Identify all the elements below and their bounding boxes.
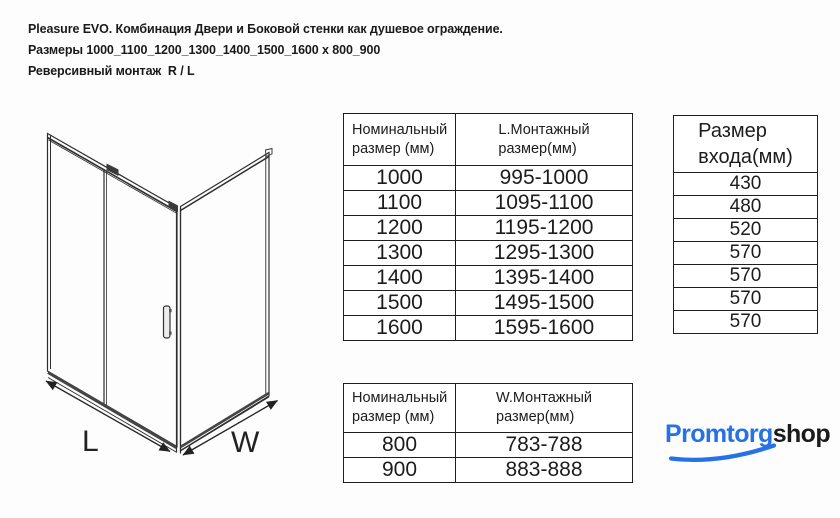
table-cell-entry: 570 [674,265,818,288]
table-cell-nominal: 1600 [344,316,456,341]
table-row [674,311,818,334]
table-cell-mounting: 995-1000 [456,166,633,191]
table-cell-mounting: 1195-1200 [456,216,633,241]
table-cell-entry: 480 [674,196,818,219]
table-cell-mounting: 1095-1100 [456,191,633,216]
table-cell-nominal: 1100 [344,191,456,216]
bottom-rail-thick [48,373,177,449]
table-cell-mounting: 1595-1600 [456,316,633,341]
handle-mount-top [169,309,172,312]
col-header-w-mounting-size: W.Монтажный размер(мм) [456,384,633,433]
table-row [674,242,818,265]
table-row [344,458,633,483]
logo-swoosh [665,442,785,464]
col-header-nominal-size: Номинальный размер (мм) [344,114,456,166]
logo-promtorg: Promtorg [665,420,773,448]
table-cell-nominal: 1500 [344,291,456,316]
col-header-l-mounting-size: L.Монтажный размер(мм) [456,114,633,166]
top-rail-line-2 [49,140,177,213]
table-cell-entry: 430 [674,173,818,196]
table-cell-mounting: 1395-1400 [456,266,633,291]
table-cell-entry: 520 [674,219,818,242]
title-line-1: Pleasure EVO. Комбинация Двери и Боковой стенки как душевое ограждение. [28,22,503,36]
table-row [344,291,633,316]
table-header-row [674,116,818,173]
table-row [344,266,633,291]
width-label: W [231,426,260,459]
table-cell-mounting: 1495-1500 [456,291,633,316]
table-row [344,166,633,191]
side-wall-top-profile [181,157,270,211]
table-header-row [344,114,633,166]
shower-enclosure-drawing [20,105,310,477]
table-row [344,433,633,458]
table-cell-entry: 570 [674,242,818,265]
title-block [28,19,503,82]
side-wall-outline [181,153,270,451]
logo-shop: shop [772,420,831,448]
col-header-nominal-size: Номинальный размер (мм) [344,384,456,433]
col-header-entry-size: Размер входа(мм) [674,116,818,173]
top-rail-line-1 [48,138,178,212]
entry-size-table [673,115,818,334]
table-cell-entry: 570 [674,288,818,311]
table-row [344,316,633,341]
length-label: L [82,425,99,458]
table-cell-mounting: 883-888 [456,458,633,483]
table-row [674,219,818,242]
front-panel-outline [48,134,178,447]
title-line-2: Размеры 1000_1100_1200_1300_1400_1500_1600 x 800_900 [28,43,381,57]
bottom-rail-thin [48,378,177,453]
table-row [674,288,818,311]
table-row [674,265,818,288]
table-header-row [344,384,633,433]
table-row [344,191,633,216]
table-cell-nominal: 800 [344,433,456,458]
table-cell-mounting: 783-788 [456,433,633,458]
l-mounting-table [343,113,633,341]
table-row [674,196,818,219]
table-cell-nominal: 1200 [344,216,456,241]
table-cell-mounting: 1295-1300 [456,241,633,266]
table-row [674,173,818,196]
table-cell-nominal: 1300 [344,241,456,266]
title-line-3: Реверсивный монтаж R / L [28,64,195,78]
swoosh-stroke [671,446,774,460]
table-row [344,241,633,266]
table-cell-nominal: 1400 [344,266,456,291]
table-cell-nominal: 900 [344,458,456,483]
length-dimension-arrow [46,381,170,452]
table-cell-entry: 570 [674,311,818,334]
w-mounting-table [343,383,633,483]
table-cell-nominal: 1000 [344,166,456,191]
handle-mount-bottom [169,332,172,335]
table-row [344,216,633,241]
